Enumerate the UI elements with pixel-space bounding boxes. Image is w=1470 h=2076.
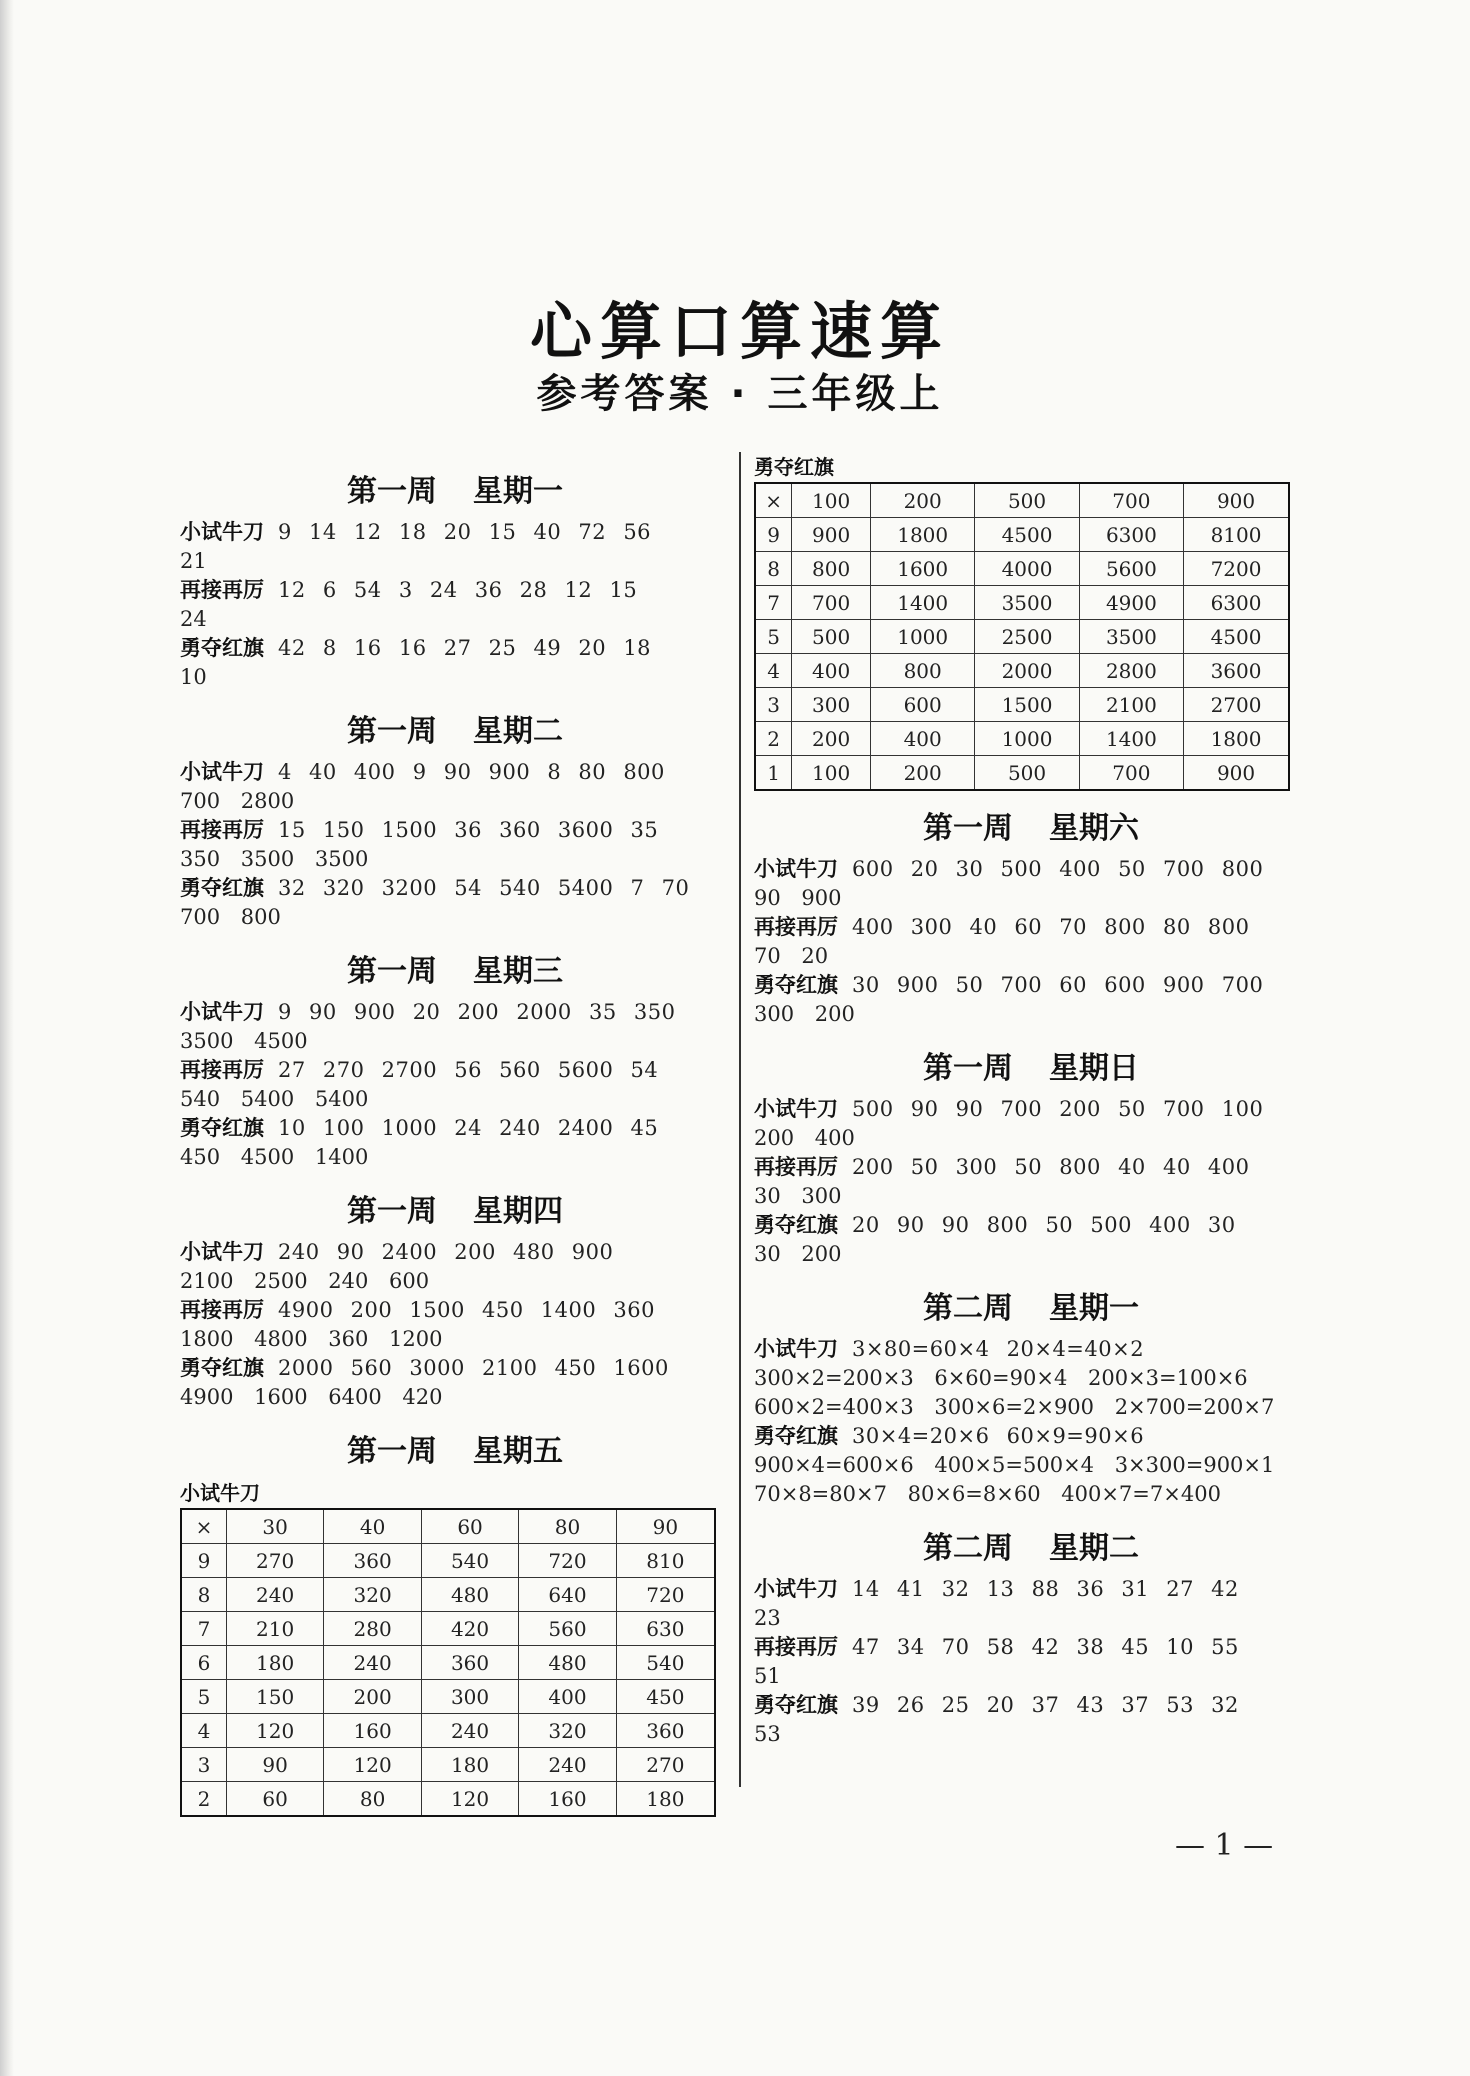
answer-line-zaijie: 再接再厉 15 150 1500 36 360 3600 35 xyxy=(180,818,659,842)
table-row-header-cell: 1 xyxy=(755,756,792,791)
table-cell: 2100 xyxy=(1079,688,1183,722)
table-cell: 60 xyxy=(226,1782,323,1817)
table-cell: 1800 xyxy=(1184,722,1289,756)
table-header-cell: 30 xyxy=(226,1509,323,1544)
table-cell: 450 xyxy=(616,1680,715,1714)
section-week1-sunday xyxy=(754,1043,1308,1269)
table-header-cell: × xyxy=(181,1509,226,1544)
table-cell: 3600 xyxy=(1184,654,1289,688)
right-column xyxy=(754,452,1308,1749)
table-cell: 200 xyxy=(324,1680,421,1714)
table-cell: 120 xyxy=(324,1748,421,1782)
table-row xyxy=(755,688,1289,722)
table-row-header-cell: 2 xyxy=(181,1782,226,1817)
table-row xyxy=(181,1578,715,1612)
answer-line-yongduo: 勇夺红旗 30 900 50 700 60 600 900 700 xyxy=(754,973,1264,997)
section-week1-friday xyxy=(180,1426,730,1817)
left-column xyxy=(180,466,730,1817)
table-cell: 180 xyxy=(616,1782,715,1817)
column-divider xyxy=(739,452,741,1787)
answer-line-xiaoshi: 小试牛刀 500 90 90 700 200 50 700 100 xyxy=(754,1097,1264,1121)
table-cell: 720 xyxy=(616,1578,715,1612)
table-cell: 8100 xyxy=(1184,518,1289,552)
answer-continuation: 70 20 xyxy=(754,944,829,968)
table-header-cell: 40 xyxy=(324,1509,421,1544)
section-heading: 第一周 星期五 xyxy=(347,1434,563,1469)
answer-continuation: 51 xyxy=(754,1664,781,1688)
table-cell: 700 xyxy=(792,586,871,620)
answer-line-yongduo: 勇夺红旗 10 100 1000 24 240 2400 45 xyxy=(180,1116,659,1140)
answer-continuation: 700 2800 xyxy=(180,789,295,813)
page-subtitle: 参考答案 · 三年级上 xyxy=(536,371,944,417)
table-cell: 240 xyxy=(226,1578,323,1612)
section-week1-tuesday xyxy=(180,706,730,932)
answer-line-zaijie: 再接再厉 400 300 40 60 70 800 80 800 xyxy=(754,915,1250,939)
table-cell: 160 xyxy=(519,1782,616,1817)
table-header-cell: × xyxy=(755,483,792,518)
table-row-header-cell: 5 xyxy=(755,620,792,654)
table-cell: 1000 xyxy=(871,620,975,654)
answer-line-yongduo: 勇夺红旗 30×4=20×6 60×9=90×6 xyxy=(754,1424,1145,1448)
answer-line-xiaoshi: 小试牛刀 14 41 32 13 88 36 31 27 42 xyxy=(754,1577,1239,1601)
answer-line-yongduo: 勇夺红旗 32 320 3200 54 540 5400 7 70 xyxy=(180,876,690,900)
table-cell: 320 xyxy=(324,1578,421,1612)
answer-line-xiaoshi: 小试牛刀 4 40 400 9 90 900 8 80 800 xyxy=(180,760,665,784)
section-heading: 第一周 星期二 xyxy=(347,714,563,749)
table-row xyxy=(181,1680,715,1714)
table-row xyxy=(755,552,1289,586)
table-cell: 320 xyxy=(519,1714,616,1748)
table-cell: 500 xyxy=(975,756,1079,791)
table-cell: 2800 xyxy=(1079,654,1183,688)
table-cell: 280 xyxy=(324,1612,421,1646)
table-row-header-cell: 4 xyxy=(181,1714,226,1748)
answer-continuation: 600×2=400×3 300×6=2×900 2×700=200×7 xyxy=(754,1395,1275,1419)
table-cell: 240 xyxy=(421,1714,518,1748)
table-cell: 6300 xyxy=(1184,586,1289,620)
table-cell: 240 xyxy=(324,1646,421,1680)
answer-line-xiaoshi: 小试牛刀 3×80=60×4 20×4=40×2 xyxy=(754,1337,1145,1361)
section-heading: 第二周 星期一 xyxy=(923,1291,1139,1326)
table-cell: 150 xyxy=(226,1680,323,1714)
table-cell: 270 xyxy=(226,1544,323,1578)
section-week1-saturday xyxy=(754,803,1308,1029)
section-week1-thursday xyxy=(180,1186,730,1412)
table-row xyxy=(181,1714,715,1748)
table-cell: 1400 xyxy=(871,586,975,620)
table-row xyxy=(181,1748,715,1782)
section-heading: 第一周 星期日 xyxy=(923,1051,1139,1086)
answer-continuation: 30 300 xyxy=(754,1184,842,1208)
answer-continuation: 24 xyxy=(180,607,207,631)
answer-line-zaijie: 再接再厉 200 50 300 50 800 40 40 400 xyxy=(754,1155,1250,1179)
table-cell: 180 xyxy=(226,1646,323,1680)
table-cell: 900 xyxy=(1184,756,1289,791)
table-row-header-cell: 8 xyxy=(181,1578,226,1612)
table-header-cell: 100 xyxy=(792,483,871,518)
table-cell: 480 xyxy=(421,1578,518,1612)
answer-continuation: 21 xyxy=(180,549,207,573)
table-cell: 200 xyxy=(871,756,975,791)
table-cell: 360 xyxy=(616,1714,715,1748)
answer-continuation: 350 3500 3500 xyxy=(180,847,369,871)
table-cell: 1800 xyxy=(871,518,975,552)
table-cell: 4000 xyxy=(975,552,1079,586)
table-row xyxy=(181,1782,715,1817)
section-week2-monday xyxy=(754,1283,1308,1509)
answer-continuation: 53 xyxy=(754,1722,781,1746)
table-row xyxy=(755,620,1289,654)
table-cell: 630 xyxy=(616,1612,715,1646)
table-header-cell: 90 xyxy=(616,1509,715,1544)
table-label: 勇夺红旗 xyxy=(754,455,834,479)
section-week1-monday xyxy=(180,466,730,692)
answer-continuation: 450 4500 1400 xyxy=(180,1145,369,1169)
answer-continuation: 70×8=80×7 80×6=8×60 400×7=7×400 xyxy=(754,1482,1221,1506)
table-cell: 800 xyxy=(871,654,975,688)
table-row xyxy=(755,483,1289,518)
table-header-cell: 60 xyxy=(421,1509,518,1544)
answer-continuation: 900×4=600×6 400×5=500×4 3×300=900×1 xyxy=(754,1453,1275,1477)
table-row-header-cell: 8 xyxy=(755,552,792,586)
table-cell: 1500 xyxy=(975,688,1079,722)
table-cell: 270 xyxy=(616,1748,715,1782)
table-cell: 300 xyxy=(792,688,871,722)
answer-continuation: 300 200 xyxy=(754,1002,855,1026)
table-cell: 5600 xyxy=(1079,552,1183,586)
answer-line-xiaoshi: 小试牛刀 600 20 30 500 400 50 700 800 xyxy=(754,857,1264,881)
answer-continuation: 1800 4800 360 1200 xyxy=(180,1327,443,1351)
table-header-cell: 500 xyxy=(975,483,1079,518)
section-heading: 第一周 星期六 xyxy=(923,811,1139,846)
table-row-header-cell: 9 xyxy=(181,1544,226,1578)
table-cell: 120 xyxy=(421,1782,518,1817)
answer-line-yongduo: 勇夺红旗 39 26 25 20 37 43 37 53 32 xyxy=(754,1693,1239,1717)
table-cell: 800 xyxy=(792,552,871,586)
answer-line-zaijie: 再接再厉 27 270 2700 56 560 5600 54 xyxy=(180,1058,659,1082)
table-header-cell: 700 xyxy=(1079,483,1183,518)
table-row xyxy=(755,722,1289,756)
table-cell: 4500 xyxy=(975,518,1079,552)
table-row-header-cell: 3 xyxy=(181,1748,226,1782)
table-cell: 4500 xyxy=(1184,620,1289,654)
table-row-header-cell: 6 xyxy=(181,1646,226,1680)
answer-continuation: 540 5400 5400 xyxy=(180,1087,369,1111)
table-row-header-cell: 9 xyxy=(755,518,792,552)
table-cell: 540 xyxy=(616,1646,715,1680)
table-row xyxy=(755,654,1289,688)
table-label: 小试牛刀 xyxy=(180,1481,260,1505)
table-header-cell: 200 xyxy=(871,483,975,518)
table-row xyxy=(181,1509,715,1544)
answer-continuation: 23 xyxy=(754,1606,781,1630)
table-cell: 560 xyxy=(519,1612,616,1646)
table-row-header-cell: 2 xyxy=(755,722,792,756)
answer-line-xiaoshi: 小试牛刀 240 90 2400 200 480 900 xyxy=(180,1240,614,1264)
table-header-cell: 80 xyxy=(519,1509,616,1544)
table-row-header-cell: 4 xyxy=(755,654,792,688)
answer-continuation: 4900 1600 6400 420 xyxy=(180,1385,443,1409)
table-cell: 80 xyxy=(324,1782,421,1817)
page-number: — 1 — xyxy=(1175,1828,1274,1863)
answer-continuation: 30 200 xyxy=(754,1242,842,1266)
table-cell: 360 xyxy=(421,1646,518,1680)
multiplication-table-right xyxy=(754,482,1290,791)
table-cell: 810 xyxy=(616,1544,715,1578)
answer-line-yongduo: 勇夺红旗 20 90 90 800 50 500 400 30 xyxy=(754,1213,1236,1237)
section-heading: 第一周 星期一 xyxy=(347,474,563,509)
table-cell: 300 xyxy=(421,1680,518,1714)
table-cell: 180 xyxy=(421,1748,518,1782)
table-cell: 210 xyxy=(226,1612,323,1646)
table-row xyxy=(755,756,1289,791)
table-cell: 1600 xyxy=(871,552,975,586)
section-heading: 第一周 星期三 xyxy=(347,954,563,989)
table-cell: 700 xyxy=(1079,756,1183,791)
table-cell: 400 xyxy=(871,722,975,756)
table-cell: 90 xyxy=(226,1748,323,1782)
section-week2-tuesday xyxy=(754,1523,1308,1749)
answer-continuation: 90 900 xyxy=(754,886,842,910)
table-cell: 6300 xyxy=(1079,518,1183,552)
answer-line-xiaoshi: 小试牛刀 9 14 12 18 20 15 40 72 56 xyxy=(180,520,652,544)
table-cell: 360 xyxy=(324,1544,421,1578)
table-cell: 2000 xyxy=(975,654,1079,688)
answer-line-zaijie: 再接再厉 47 34 70 58 42 38 45 10 55 xyxy=(754,1635,1239,1659)
answer-continuation: 300×2=200×3 6×60=90×4 200×3=100×6 xyxy=(754,1366,1248,1390)
table-cell: 720 xyxy=(519,1544,616,1578)
answer-line-yongduo: 勇夺红旗 2000 560 3000 2100 450 1600 xyxy=(180,1356,669,1380)
page-title: 心算口算速算 xyxy=(529,295,950,368)
table-cell: 1400 xyxy=(1079,722,1183,756)
answer-line-zaijie: 再接再厉 4900 200 1500 450 1400 360 xyxy=(180,1298,655,1322)
section-heading: 第二周 星期二 xyxy=(923,1531,1139,1566)
section-heading: 第一周 星期四 xyxy=(347,1194,563,1229)
table-cell: 160 xyxy=(324,1714,421,1748)
table-cell: 4900 xyxy=(1079,586,1183,620)
table-cell: 640 xyxy=(519,1578,616,1612)
section-week1-wednesday xyxy=(180,946,730,1172)
multiplication-table-left xyxy=(180,1508,716,1817)
table-row xyxy=(181,1544,715,1578)
table-cell: 3500 xyxy=(1079,620,1183,654)
table-cell: 900 xyxy=(792,518,871,552)
table-cell: 480 xyxy=(519,1646,616,1680)
table-row-header-cell: 7 xyxy=(181,1612,226,1646)
table-cell: 120 xyxy=(226,1714,323,1748)
answer-continuation: 200 400 xyxy=(754,1126,855,1150)
table-cell: 420 xyxy=(421,1612,518,1646)
answer-line-yongduo: 勇夺红旗 42 8 16 16 27 25 49 20 18 xyxy=(180,636,652,660)
answer-continuation: 700 800 xyxy=(180,905,281,929)
table-cell: 2700 xyxy=(1184,688,1289,722)
table-cell: 400 xyxy=(792,654,871,688)
page-spine-shadow xyxy=(0,0,14,2076)
table-cell: 600 xyxy=(871,688,975,722)
table-row xyxy=(181,1612,715,1646)
table-row xyxy=(755,518,1289,552)
table-cell: 500 xyxy=(792,620,871,654)
table-header-cell: 900 xyxy=(1184,483,1289,518)
table-cell: 100 xyxy=(792,756,871,791)
table-row-header-cell: 7 xyxy=(755,586,792,620)
table-cell: 540 xyxy=(421,1544,518,1578)
table-row xyxy=(755,586,1289,620)
table-row-header-cell: 5 xyxy=(181,1680,226,1714)
table-row xyxy=(181,1646,715,1680)
table-cell: 3500 xyxy=(975,586,1079,620)
table-cell: 7200 xyxy=(1184,552,1289,586)
answer-line-zaijie: 再接再厉 12 6 54 3 24 36 28 12 15 xyxy=(180,578,638,602)
answer-line-xiaoshi: 小试牛刀 9 90 900 20 200 2000 35 350 xyxy=(180,1000,676,1024)
table-cell: 200 xyxy=(792,722,871,756)
answer-continuation: 10 xyxy=(180,665,207,689)
answer-continuation: 2100 2500 240 600 xyxy=(180,1269,430,1293)
table-row-header-cell: 3 xyxy=(755,688,792,722)
table-cell: 400 xyxy=(519,1680,616,1714)
table-cell: 2500 xyxy=(975,620,1079,654)
answer-continuation: 3500 4500 xyxy=(180,1029,308,1053)
table-cell: 240 xyxy=(519,1748,616,1782)
table-cell: 1000 xyxy=(975,722,1079,756)
